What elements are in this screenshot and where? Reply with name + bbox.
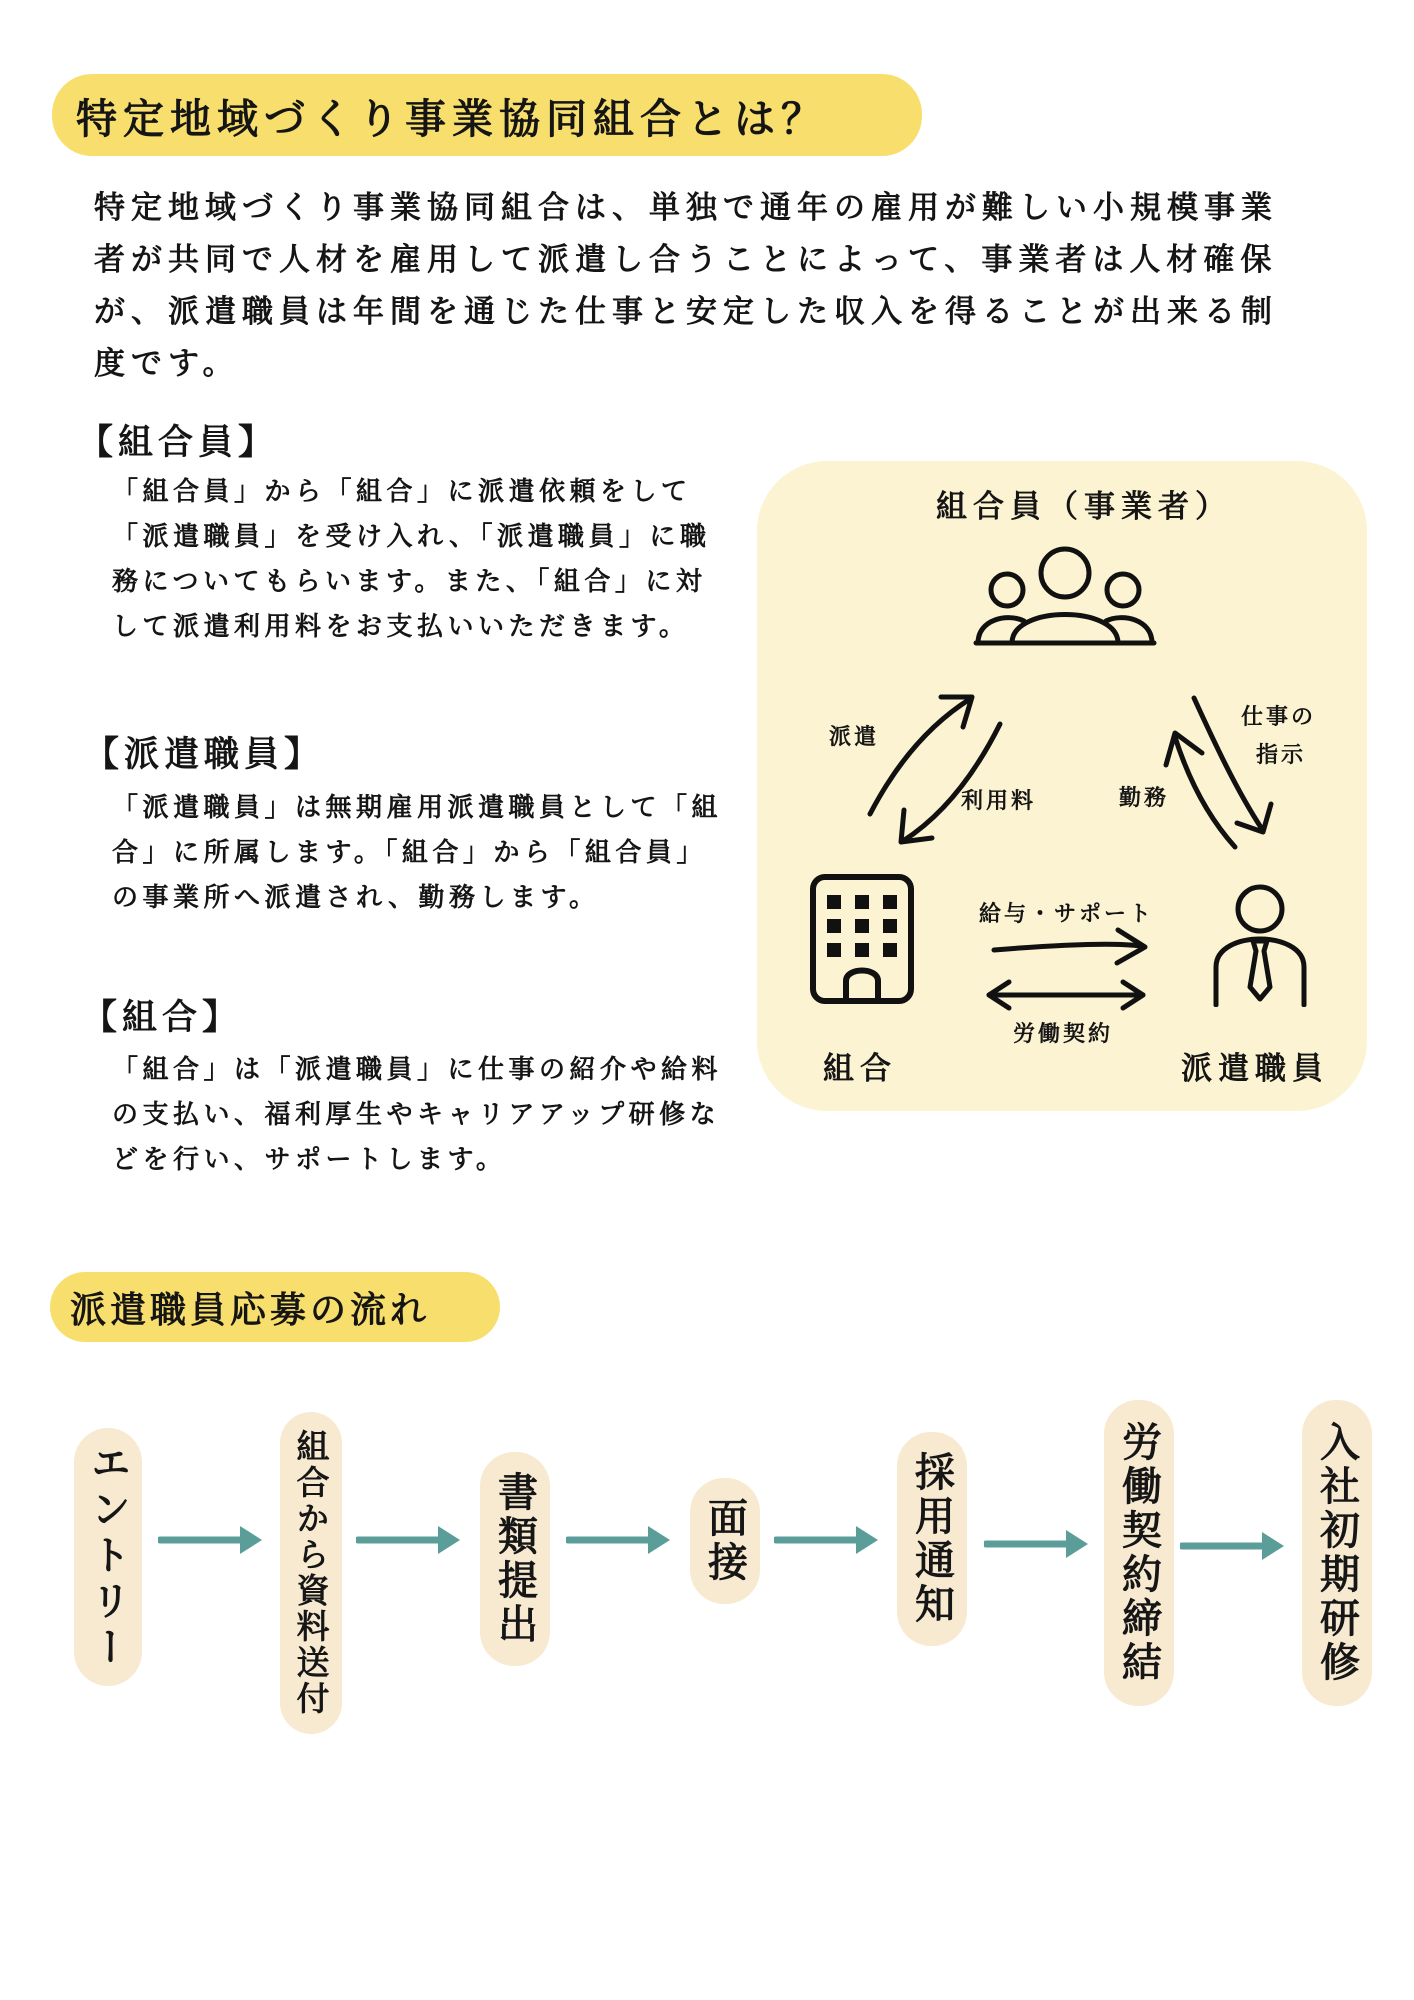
role-heading-members: 【組合員】 <box>78 423 279 463</box>
role-heading-staff: 【派遣職員】 <box>84 735 325 775</box>
diagram-label-dispatch: 派遣 <box>829 725 880 750</box>
diagram-label-union: 組合 <box>823 1051 897 1087</box>
section-title-about <box>52 74 922 156</box>
intro-paragraph: 特定地域づくり事業協同組合は、単独で通年の雇用が難しい小規模事業者が共同で人材を雇用して派遣し合うことによって、事業者は人材確保が、派遣職員は年間を通じた仕事と安定した収入を得ることが出来る制度です。 <box>94 190 1278 382</box>
diagram-label-members: 組合員（事業者） <box>936 489 1232 525</box>
diagram-label-staff: 派遣職員 <box>1181 1051 1329 1087</box>
flow-step-labor-contract: 労働契約締結 <box>1104 1400 1174 1706</box>
section-title-about-text: 特定地域づくり事業協同組合とは？ <box>76 94 828 143</box>
office-building-icon <box>809 873 915 1007</box>
section-title-flow-text: 派遣職員応募の流れ <box>70 1289 431 1331</box>
role-body-staff: 「派遣職員」は無期雇用派遣職員として「組合」に所属します。「組合」から「組合員」の事業所へ派遣され、勤務します。 <box>112 793 723 913</box>
diagram-label-work-instruction-2: 指示 <box>1256 743 1307 768</box>
diagram-label-usage-fee: 利用料 <box>961 789 1037 814</box>
flow-step-document-submission: 書類提出 <box>480 1452 550 1666</box>
flow-arrow-icon <box>566 1520 672 1560</box>
relationship-diagram <box>757 461 1367 1111</box>
flow-arrow-icon <box>984 1524 1090 1564</box>
dispatch-arrows <box>757 461 1367 1111</box>
role-body-union: 「組合」は「派遣職員」に仕事の紹介や給料の支払い、福利厚生やキャリアアップ研修などを行い、サポートします。 <box>112 1055 723 1175</box>
flow-step-entry: エントリー <box>74 1428 142 1686</box>
diagram-label-salary-support: 給与・サポート <box>979 902 1155 927</box>
flow-arrow-icon <box>356 1520 462 1560</box>
section-title-flow <box>50 1272 500 1342</box>
person-with-tie-icon <box>1210 881 1310 1007</box>
flow-arrow-icon <box>774 1520 880 1560</box>
flow-step-interview: 面接 <box>690 1478 760 1604</box>
flow-step-initial-training: 入社初期研修 <box>1302 1400 1372 1706</box>
diagram-label-labor-contract: 労働契約 <box>1013 1022 1114 1047</box>
role-heading-union: 【組合】 <box>82 998 243 1038</box>
flow-step-hiring-notice: 採用通知 <box>897 1432 967 1646</box>
diagram-label-work: 勤務 <box>1119 786 1170 811</box>
role-body-members: 「組合員」から「組合」に派遣依頼をして「派遣職員」を受け入れ、「派遣職員」に職務についてもらいます。また、「組合」に対して派遣利用料をお支払いいただきます。 <box>112 477 711 642</box>
flow-arrow-icon <box>158 1520 264 1560</box>
diagram-label-work-instruction-1: 仕事の <box>1241 705 1317 730</box>
flow-step-documents-sent: 組合から資料送付 <box>280 1412 342 1734</box>
flow-arrow-icon <box>1180 1526 1286 1566</box>
